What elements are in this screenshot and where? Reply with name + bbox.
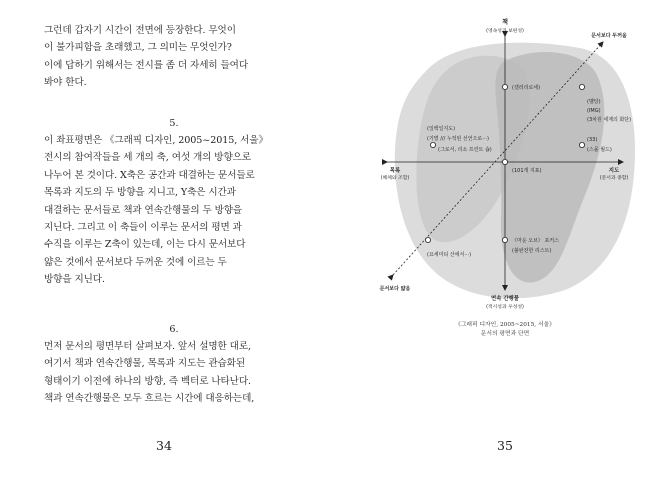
text-line: 먼저 문서의 평면부터 살펴보자. 앞서 설명한 대로, [44,341,251,352]
axis-diagonal-top: 문서보다 두꺼움 [591,33,627,39]
label-yoseum: (요세미티 산에서···) [427,252,472,258]
point-yoseum [425,237,430,242]
text-line: 여기서 책과 연속간행물, 목록과 지도는 관습화된 [44,358,246,370]
axis-diagonal-bottom: 문서보다 얇음 [379,286,411,292]
axis-left-title: 목록 [389,168,401,174]
label-world: (3차원 세계의 화단) [587,117,632,123]
label-maus: 《마운 오브》 포커스 [512,238,559,244]
label-painted-map: (일백일지도) [427,126,456,132]
text-line: 형태이기 이전에 하나의 방향, 즉 벡터로 나타난다. [44,375,251,387]
figure-caption [405,321,605,339]
caption-line-1: 《그래픽 디자인, 2005~2015, 서울》 [455,322,555,328]
label-gibeol: (기벌 /// 누적된 선언으로···) [427,136,489,142]
axis-top-subtitle: (영속성과 보편성) [486,29,524,34]
text-line: 책과 연속간행물은 모두 흐르는 시간에 대응하는데, [44,393,255,405]
axis-right-subtitle: (문서과 종합) [599,176,629,181]
point-maus [502,237,507,242]
text-line: 방향을 지닌다. [44,274,105,286]
document-plane-diagram [335,0,670,330]
axis-top-title: 책 [502,19,508,26]
text-line: 목록과 지도의 두 방향을 지니고, Y축은 시간과 [44,187,236,199]
text-line: 그런데 갑자기 시간이 전면에 등장한다. 무엇이 [44,25,236,36]
text-line: 이 좌표평면은 《그래픽 디자인, 2005~2015, 서울》 [44,135,268,146]
text-line: 봐야 한다. [44,77,87,89]
section-number-6: 6. [169,324,179,335]
page-number-left: 34 [156,438,172,453]
label-perfect: (불완전한 리스트) [512,248,552,254]
label-33: (33) [587,137,598,143]
caption-line-2: 문서의 평면과 단면 [480,331,530,337]
text-line: 얇은 것에서 문서보다 두꺼운 것에 이르는 두 [44,256,227,268]
axis-bottom-title: 연속 간행물 [491,296,519,302]
section-number-5: 5. [169,118,179,129]
text-line: 수직을 이루는 Z축이 있는데, 이는 다시 문서보다 [44,239,246,251]
axis-bottom-subtitle: (적시성과 우성성) [486,305,524,310]
page-number-right: 35 [497,438,513,453]
text-line: 이 불가피함을 초래했고, 그 의미는 무엇인가? [44,42,232,54]
point-belt [579,84,584,89]
text-line: 나누어 본 것이다. X축은 공간과 대결하는 문서들로 [44,169,255,181]
point-33 [579,142,584,147]
text-line: 지닌다. 그리고 이 축들이 이루는 문서의 평면 과 [44,222,242,234]
axis-right-title: 지도 [608,168,620,174]
text-line: 대결하는 문서들로 책과 연속간행물의 두 방향을 [44,204,243,216]
right-page [335,0,670,478]
axis-left-subtitle: (해체와 조합) [380,176,410,181]
point-gallery [502,84,507,89]
point-painted-map [430,142,435,147]
text-line: 전시의 참여작들을 세 개의 축, 여섯 개의 방향으로 [44,152,251,164]
label-chosun: (그로서, 리소 프린트 숍) [438,147,492,153]
paragraph-5 [44,132,304,289]
label-center: (101개 지표) [512,168,542,174]
label-gallery: (갤러리로세) [512,85,541,91]
point-center [502,159,507,164]
paragraph-6 [44,338,304,408]
label-sumo: (스몰 월드) [587,147,612,153]
label-img: (IMG) [587,108,601,114]
label-belt: (벨탕) [587,99,601,105]
paragraph-intro [44,22,304,92]
text-line: 이에 답하기 위해서는 전시를 좀 더 자세히 들여다 [44,59,248,71]
